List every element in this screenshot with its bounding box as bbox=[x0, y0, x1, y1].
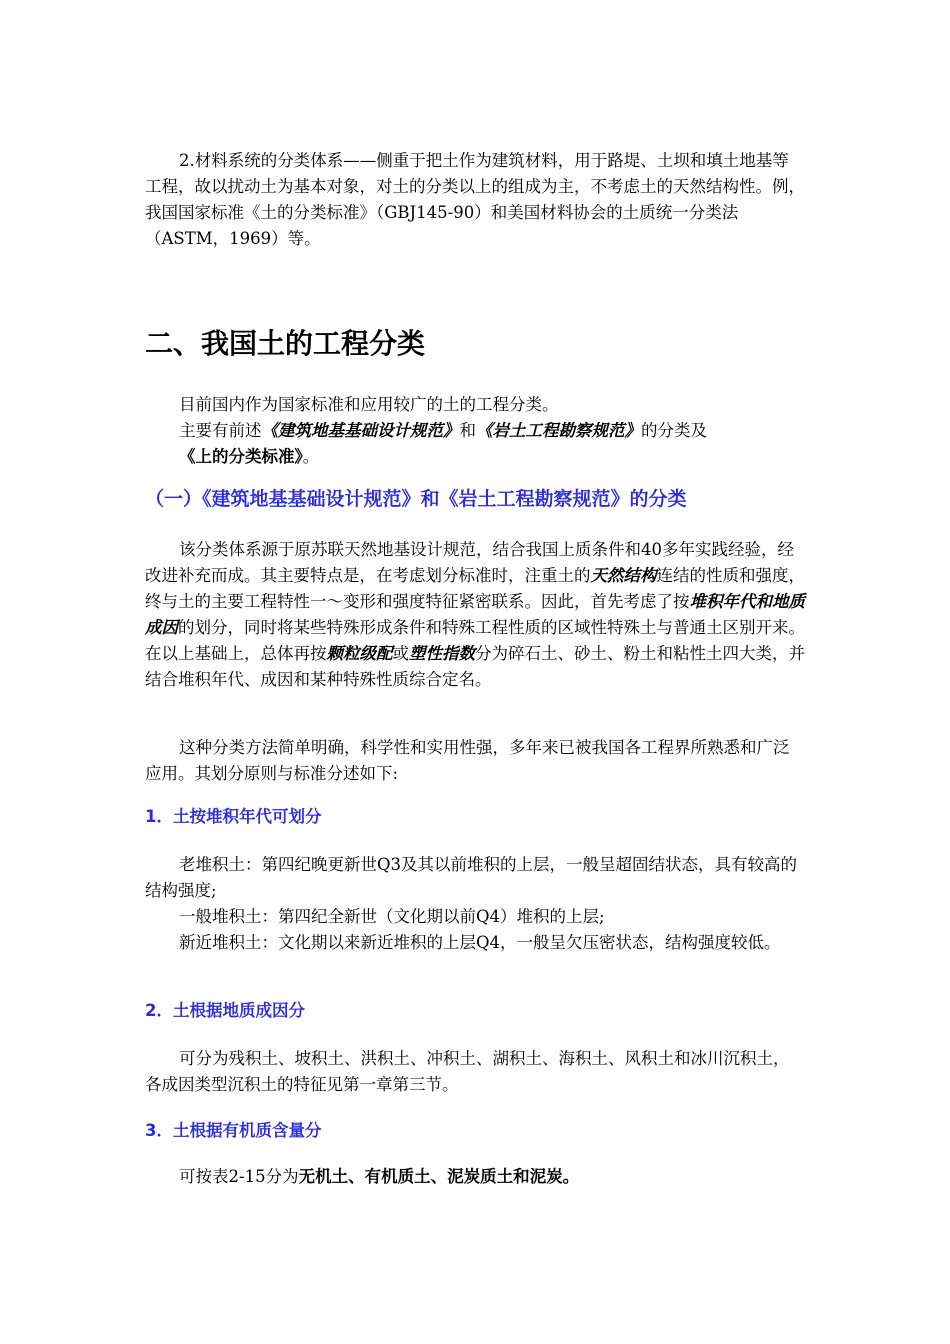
item-3-title: 3．土根据有机质含量分 bbox=[145, 1121, 322, 1140]
item-1-general-deposit: 一般堆积土：第四纪全新世（文化期以前Q4）堆积的上层; bbox=[179, 907, 605, 926]
subheading-1: （一）《建筑地基基础设计规范》和《岩土工程勘察规范》的分类 bbox=[145, 488, 687, 510]
item-1-old-deposit: 老堆积土：第四纪晚更新世Q3及其以前堆积的上层，一般呈超固结状态，具有较高的结构强度; bbox=[145, 855, 798, 900]
intro-line-1: 目前国内作为国家标准和应用较广的土的工程分类。 bbox=[179, 395, 559, 414]
intro-line-3: 《上的分类标准》。 bbox=[179, 447, 320, 466]
material-system-text: 2.材料系统的分类体系——侧重于把土作为建筑材料，用于路堤、土坝和填土地基等工程，故以扰动土为基本对象，对土的分类以上的组成为主，不考虑土的天然结构性。例，我国国家标准《土的分类标准》（GBJ145-90）和美国材料协会的土质统一分类法（ASTM，1969）等。 bbox=[145, 151, 805, 248]
organic-classes: 无机土、有机质土、泥炭质土和泥炭。 bbox=[298, 1167, 580, 1186]
code-name-classification: 《上的分类标准》 bbox=[179, 447, 303, 466]
item-2-title: 2．土根据地质成因分 bbox=[145, 1001, 305, 1020]
intro-line-2: 主要有前述《建筑地基基础设计规范》和《岩土工程勘察规范》的分类及 bbox=[179, 421, 707, 440]
item-1-recent-deposit: 新近堆积土：文化期以来新近堆积的上层Q4，一般呈欠压密状态，结构强度较低。 bbox=[179, 933, 781, 952]
emphasis-natural-structure: 天然结构 bbox=[590, 566, 657, 585]
emphasis-grading: 颗粒级配 bbox=[326, 644, 393, 663]
main-heading: 二、我国土的工程分类 bbox=[145, 327, 426, 360]
method-paragraph: 这种分类方法简单明确，科学性和实用性强，多年来已被我国各工程界所熟悉和广泛应用。其划分原则与标准分述如下: bbox=[145, 738, 790, 783]
code-name-survey: 《岩土工程勘察规范》 bbox=[476, 421, 641, 440]
intro-paragraph bbox=[145, 392, 805, 470]
item-2-body: 可分为残积土、坡积土、洪积土、冲积土、湖积土、海积土、风积土和冰川沉积土，各成因类型沉积土的特征见第一章第三节。 bbox=[145, 1049, 790, 1094]
item-3-body: 可按表2-15分为无机土、有机质土、泥炭质土和泥炭。 bbox=[179, 1167, 580, 1186]
item-1-body bbox=[145, 852, 805, 956]
emphasis-plasticity: 塑性指数 bbox=[409, 644, 475, 663]
material-system-paragraph bbox=[145, 148, 805, 252]
code-name-foundation: 《建筑地基基础设计规范》 bbox=[261, 421, 460, 440]
system-paragraph: 该分类体系源于原苏联天然地基设计规范，结合我国上质条件和40多年实践经验，经改进补充而成。其主要特点是，在考虑划分标准时，注重土的天然结构连结的性质和强度，终与土的主要工程特性一～变形和强度特征紧密联系。因此，首先考虑了按堆积年代和地质成因的划分，同时将某些特殊形成条件和特殊工程性质的区域性特殊土与普通土区别开来。在以上基础上，总体再按颗粒级配或塑性指数分为碎石土、砂土、粉土和粘性土四大类，并结合堆积年代、成因和某种特殊性质综合定名。 bbox=[145, 540, 805, 689]
emphasis-age-origin: 堆积年代和地质成因 bbox=[145, 592, 805, 637]
item-1-title: 1．土按堆积年代可划分 bbox=[145, 807, 322, 826]
